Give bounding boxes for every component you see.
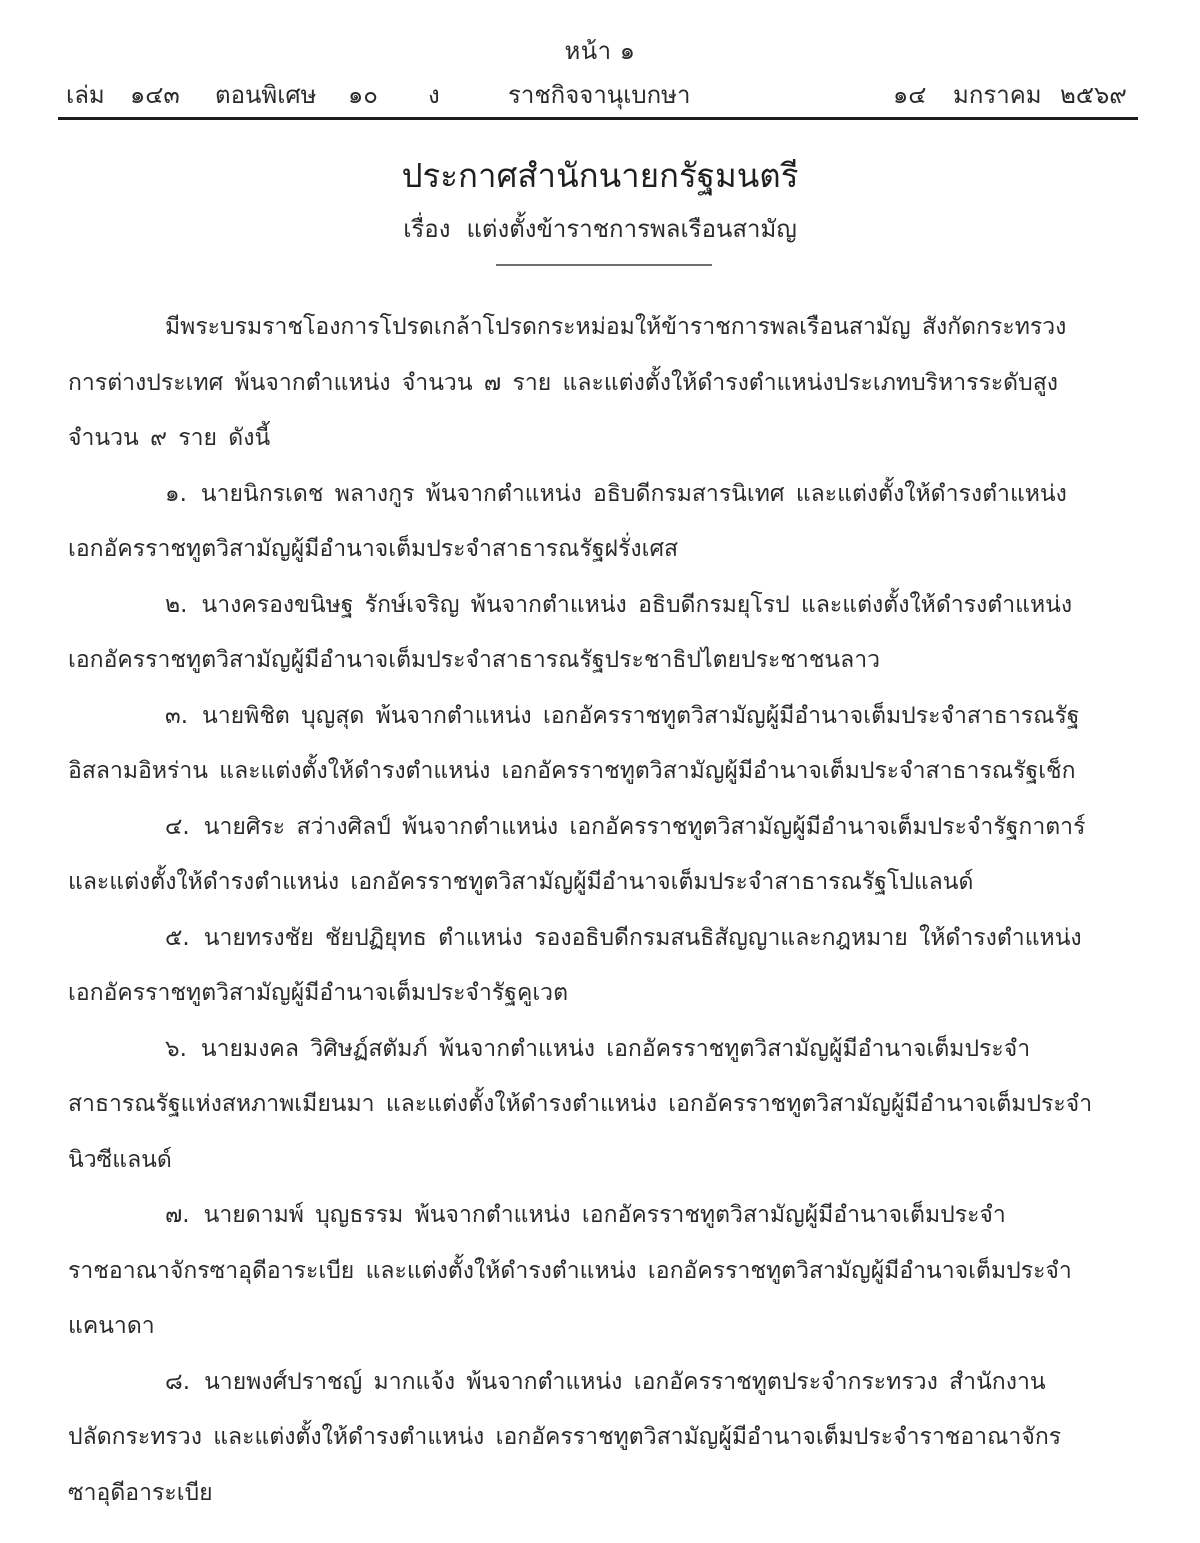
list-item [68,911,1130,1022]
page-number: หน้า ๑ [564,37,636,65]
intro-line: จำนวน ๙ ราย ดังนี้ [68,425,271,451]
intro-line: มีพระบรมราชโองการโปรดเกล้าโปรดกระหม่อมให้ข้าราชการพลเรือนสามัญ สังกัดกระทรวง [165,314,1067,340]
item-line: เอกอัครราชทูตวิสามัญผู้มีอำนาจเต็มประจำรัฐคูเวต [68,980,569,1006]
item-number: ๖. [165,1035,187,1062]
subject-label: เรื่อง [403,215,451,243]
title-divider [496,264,712,266]
section-letter: ง [428,81,440,109]
item-line: เอกอัครราชทูตวิสามัญผู้มีอำนาจเต็มประจำสาธารณรัฐฝรั่งเศส [68,536,679,562]
gazette-header [0,77,1200,113]
item-line: ปลัดกระทรวง และแต่งตั้งให้ดำรงตำแหน่ง เอกอัครราชทูตวิสามัญผู้มีอำนาจเต็มประจำราชอาณาจักร [68,1424,1062,1450]
item-line: เอกอัครราชทูตวิสามัญผู้มีอำนาจเต็มประจำสาธารณรัฐประชาธิปไตยประชาชนลาว [68,647,881,673]
item-line: อิสลามอิหร่าน และแต่งตั้งให้ดำรงตำแหน่ง เอกอัครราชทูตวิสามัญผู้มีอำนาจเต็มประจำสาธารณรัฐเช็ก [68,758,1076,784]
list-item [68,1022,1130,1189]
item-number: ๒. [165,591,188,618]
item-number: ๓. [165,702,189,729]
document-subject [0,210,1200,248]
subject-text: แต่งตั้งข้าราชการพลเรือนสามัญ [466,215,797,243]
section-label: ตอนพิเศษ [215,81,317,109]
item-number: ๘. [165,1368,191,1395]
item-line: นิวซีแลนด์ [68,1146,172,1173]
item-number: ๑. [165,480,187,507]
item-number: ๔. [165,813,190,840]
volume-label: เล่ม [66,81,105,109]
list-item [68,1188,1130,1355]
item-line: ราชอาณาจักรซาอุดีอาระเบีย และแต่งตั้งให้ดำรงตำแหน่ง เอกอัครราชทูตวิสามัญผู้มีอำนาจเต็มประจำ [68,1257,1072,1284]
list-item [68,578,1130,689]
header-rule [58,117,1138,120]
item-line: นางครองขนิษฐ รักษ์เจริญ พ้นจากตำแหน่ง อธิบดีกรมยุโรป และแต่งตั้งให้ดำรงตำแหน่ง [201,591,1073,618]
list-item [68,1355,1130,1522]
item-line: นายพงศ์ปราชญ์ มากแจ้ง พ้นจากตำแหน่ง เอกอัครราชทูตประจำกระทรวง สำนักงาน [204,1368,1046,1395]
date-year: ๒๕๖๙ [1060,81,1127,109]
list-item [68,800,1130,911]
item-number: ๗. [165,1202,190,1228]
date-month: มกราคม [953,81,1042,109]
date-day: ๑๔ [893,81,927,109]
item-number: ๕. [165,924,190,951]
document-body [68,300,1130,1521]
item-line: สาธารณรัฐแห่งสหภาพเมียนมา และแต่งตั้งให้ดำรงตำแหน่ง เอกอัครราชทูตวิสามัญผู้มีอำนาจเต็มประจำ [68,1091,1093,1117]
item-line: นายทรงชัย ชัยปฏิยุทธ ตำแหน่ง รองอธิบดีกรมสนธิสัญญาและกฎหมาย ให้ดำรงตำแหน่ง [203,924,1082,951]
item-line: ซาอุดีอาระเบีย [68,1479,213,1506]
list-item [68,467,1130,578]
item-line: แคนาดา [68,1313,155,1339]
volume-number: ๑๔๓ [130,81,180,109]
section-number: ๑๐ [348,81,378,109]
list-item [68,689,1130,800]
item-line: นายดามพ์ บุญธรรม พ้นจากตำแหน่ง เอกอัครราชทูตวิสามัญผู้มีอำนาจเต็มประจำ [203,1202,1006,1228]
item-line: นายมงคล วิศิษฏ์สตัมภ์ พ้นจากตำแหน่ง เอกอัครราชทูตวิสามัญผู้มีอำนาจเต็มประจำ [200,1035,1031,1062]
item-line: และแต่งตั้งให้ดำรงตำแหน่ง เอกอัครราชทูตวิสามัญผู้มีอำนาจเต็มประจำสาธารณรัฐโปแลนด์ [68,869,974,895]
item-line: นายนิกรเดช พลางกูร พ้นจากตำแหน่ง อธิบดีกรมสารนิเทศ และแต่งตั้งให้ดำรงตำแหน่ง [200,480,1067,507]
document-title: ประกาศสำนักนายกรัฐมนตรี [401,156,799,195]
intro-line: การต่างประเทศ พ้นจากตำแหน่ง จำนวน ๗ ราย และแต่งตั้งให้ดำรงตำแหน่งประเภทบริหารระดับสูง [68,369,1058,396]
publication-name: ราชกิจจานุเบกษา [508,81,691,109]
intro-paragraph [68,300,1130,467]
item-line: นายพิชิต บุญสุด พ้นจากตำแหน่ง เอกอัครราชทูตวิสามัญผู้มีอำนาจเต็มประจำสาธารณรัฐ [202,702,1080,729]
item-line: นายศิระ สว่างศิลป์ พ้นจากตำแหน่ง เอกอัครราชทูตวิสามัญผู้มีอำนาจเต็มประจำรัฐกาตาร์ [203,813,1086,840]
